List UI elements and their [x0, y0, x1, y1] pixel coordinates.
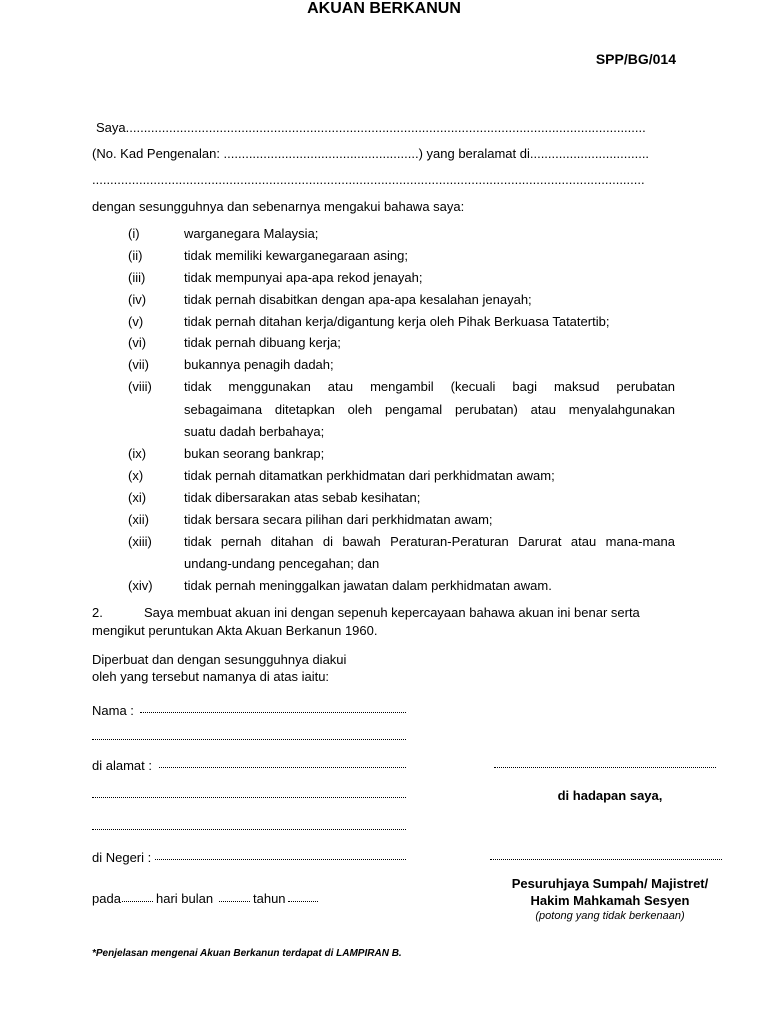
footnote: *Penjelasan mengenai Akuan Berkanun terdapat di LAMPIRAN B.	[92, 948, 402, 959]
alamat-field-3[interactable]	[92, 829, 406, 830]
tahun-label: tahun	[253, 891, 286, 906]
hari-bulan-label: hari bulan	[156, 891, 214, 906]
item-text: tidak menggunakan atau mengambil (kecuali bagi maksud perubatan	[184, 379, 675, 394]
item-number: (iii)	[128, 270, 146, 285]
item-text: suatu dadah berbahaya;	[184, 424, 325, 439]
item-text: tidak pernah ditamatkan perkhidmatan dari perkhidmatan awam;	[184, 468, 555, 483]
pada-label: pada	[92, 891, 121, 906]
item-number: (viii)	[128, 379, 152, 394]
item-number: (i)	[128, 226, 140, 241]
para2-line1: Saya membuat akuan ini dengan sepenuh kepercayaan bahawa akuan ini benar serta	[144, 605, 640, 620]
item-number: (xi)	[128, 490, 147, 505]
saya-line: Saya................................................................................................................................................	[96, 120, 646, 135]
item-text: undang-undang pencegahan; dan	[184, 556, 380, 571]
item-number: (xii)	[128, 512, 149, 527]
declaration-text: dengan sesungguhnya dan sebenarnya mengakui bahawa saya:	[92, 199, 465, 214]
ic-line: (No. Kad Pengenalan: ......................................................) yang beralamat di.................................	[92, 146, 650, 161]
commissioner-signature-field[interactable]	[490, 859, 722, 860]
item-text: tidak pernah ditahan di bawah Peraturan-Peraturan Darurat atau mana-mana	[184, 534, 675, 549]
alamat-field-2[interactable]	[92, 797, 406, 798]
before-me-text: di hadapan saya,	[557, 788, 663, 803]
para2-line2: mengikut peruntukan Akta Akuan Berkanun 1960.	[92, 623, 378, 638]
signature-field[interactable]	[494, 767, 716, 768]
alamat-field[interactable]	[159, 767, 406, 768]
item-text: bukannya penagih dadah;	[184, 357, 334, 372]
month-field[interactable]	[219, 901, 250, 902]
address-line: .........................................................................................................................................................	[92, 172, 645, 187]
form-code: SPP/BG/014	[595, 51, 676, 67]
nama-label: Nama :	[92, 703, 134, 718]
signatory-title-1: Pesuruhjaya Sumpah/ Majistret/	[511, 876, 709, 891]
year-field[interactable]	[288, 901, 318, 902]
negeri-label: di Negeri :	[92, 850, 152, 865]
made-line1: Diperbuat dan dengan sesungguhnya diakui	[92, 652, 347, 667]
signatory-note: (potong yang tidak berkenaan)	[535, 910, 685, 922]
item-number: (xiii)	[128, 534, 152, 549]
item-text: tidak memiliki kewarganegaraan asing;	[184, 248, 409, 263]
item-text: tidak pernah disabitkan dengan apa-apa kesalahan jenayah;	[184, 292, 532, 307]
item-text: tidak mempunyai apa-apa rekod jenayah;	[184, 270, 423, 285]
page-title: AKUAN BERKANUN	[307, 0, 461, 17]
item-text: tidak dibersarakan atas sebab kesihatan;	[184, 490, 421, 505]
negeri-field[interactable]	[155, 859, 406, 860]
item-number: (vi)	[128, 335, 147, 350]
item-number: (vii)	[128, 357, 149, 372]
item-number: (xiv)	[128, 578, 153, 593]
para2-number: 2.	[92, 605, 103, 620]
item-number: (ix)	[128, 446, 147, 461]
item-number: (ii)	[128, 248, 143, 263]
alamat-label: di alamat :	[92, 758, 152, 773]
item-number: (iv)	[128, 292, 147, 307]
item-number: (x)	[128, 468, 144, 483]
nama-field-2[interactable]	[92, 739, 406, 740]
item-text: bukan seorang bankrap;	[184, 446, 325, 461]
day-field[interactable]	[122, 901, 153, 902]
item-text: tidak bersara secara pilihan dari perkhidmatan awam;	[184, 512, 493, 527]
item-text: sebagaimana ditetapkan oleh pengamal perubatan) atau menyalahgunakan	[184, 402, 675, 417]
item-text: tidak pernah meninggalkan jawatan dalam perkhidmatan awam.	[184, 578, 552, 593]
made-line2: oleh yang tersebut namanya di atas iaitu:	[92, 669, 330, 684]
item-number: (v)	[128, 314, 144, 329]
nama-field[interactable]	[140, 712, 406, 713]
item-text: tidak pernah ditahan kerja/digantung kerja oleh Pihak Berkuasa Tatatertib;	[184, 314, 610, 329]
item-text: tidak pernah dibuang kerja;	[184, 335, 341, 350]
item-text: warganegara Malaysia;	[184, 226, 319, 241]
signatory-title-2: Hakim Mahkamah Sesyen	[530, 893, 690, 908]
